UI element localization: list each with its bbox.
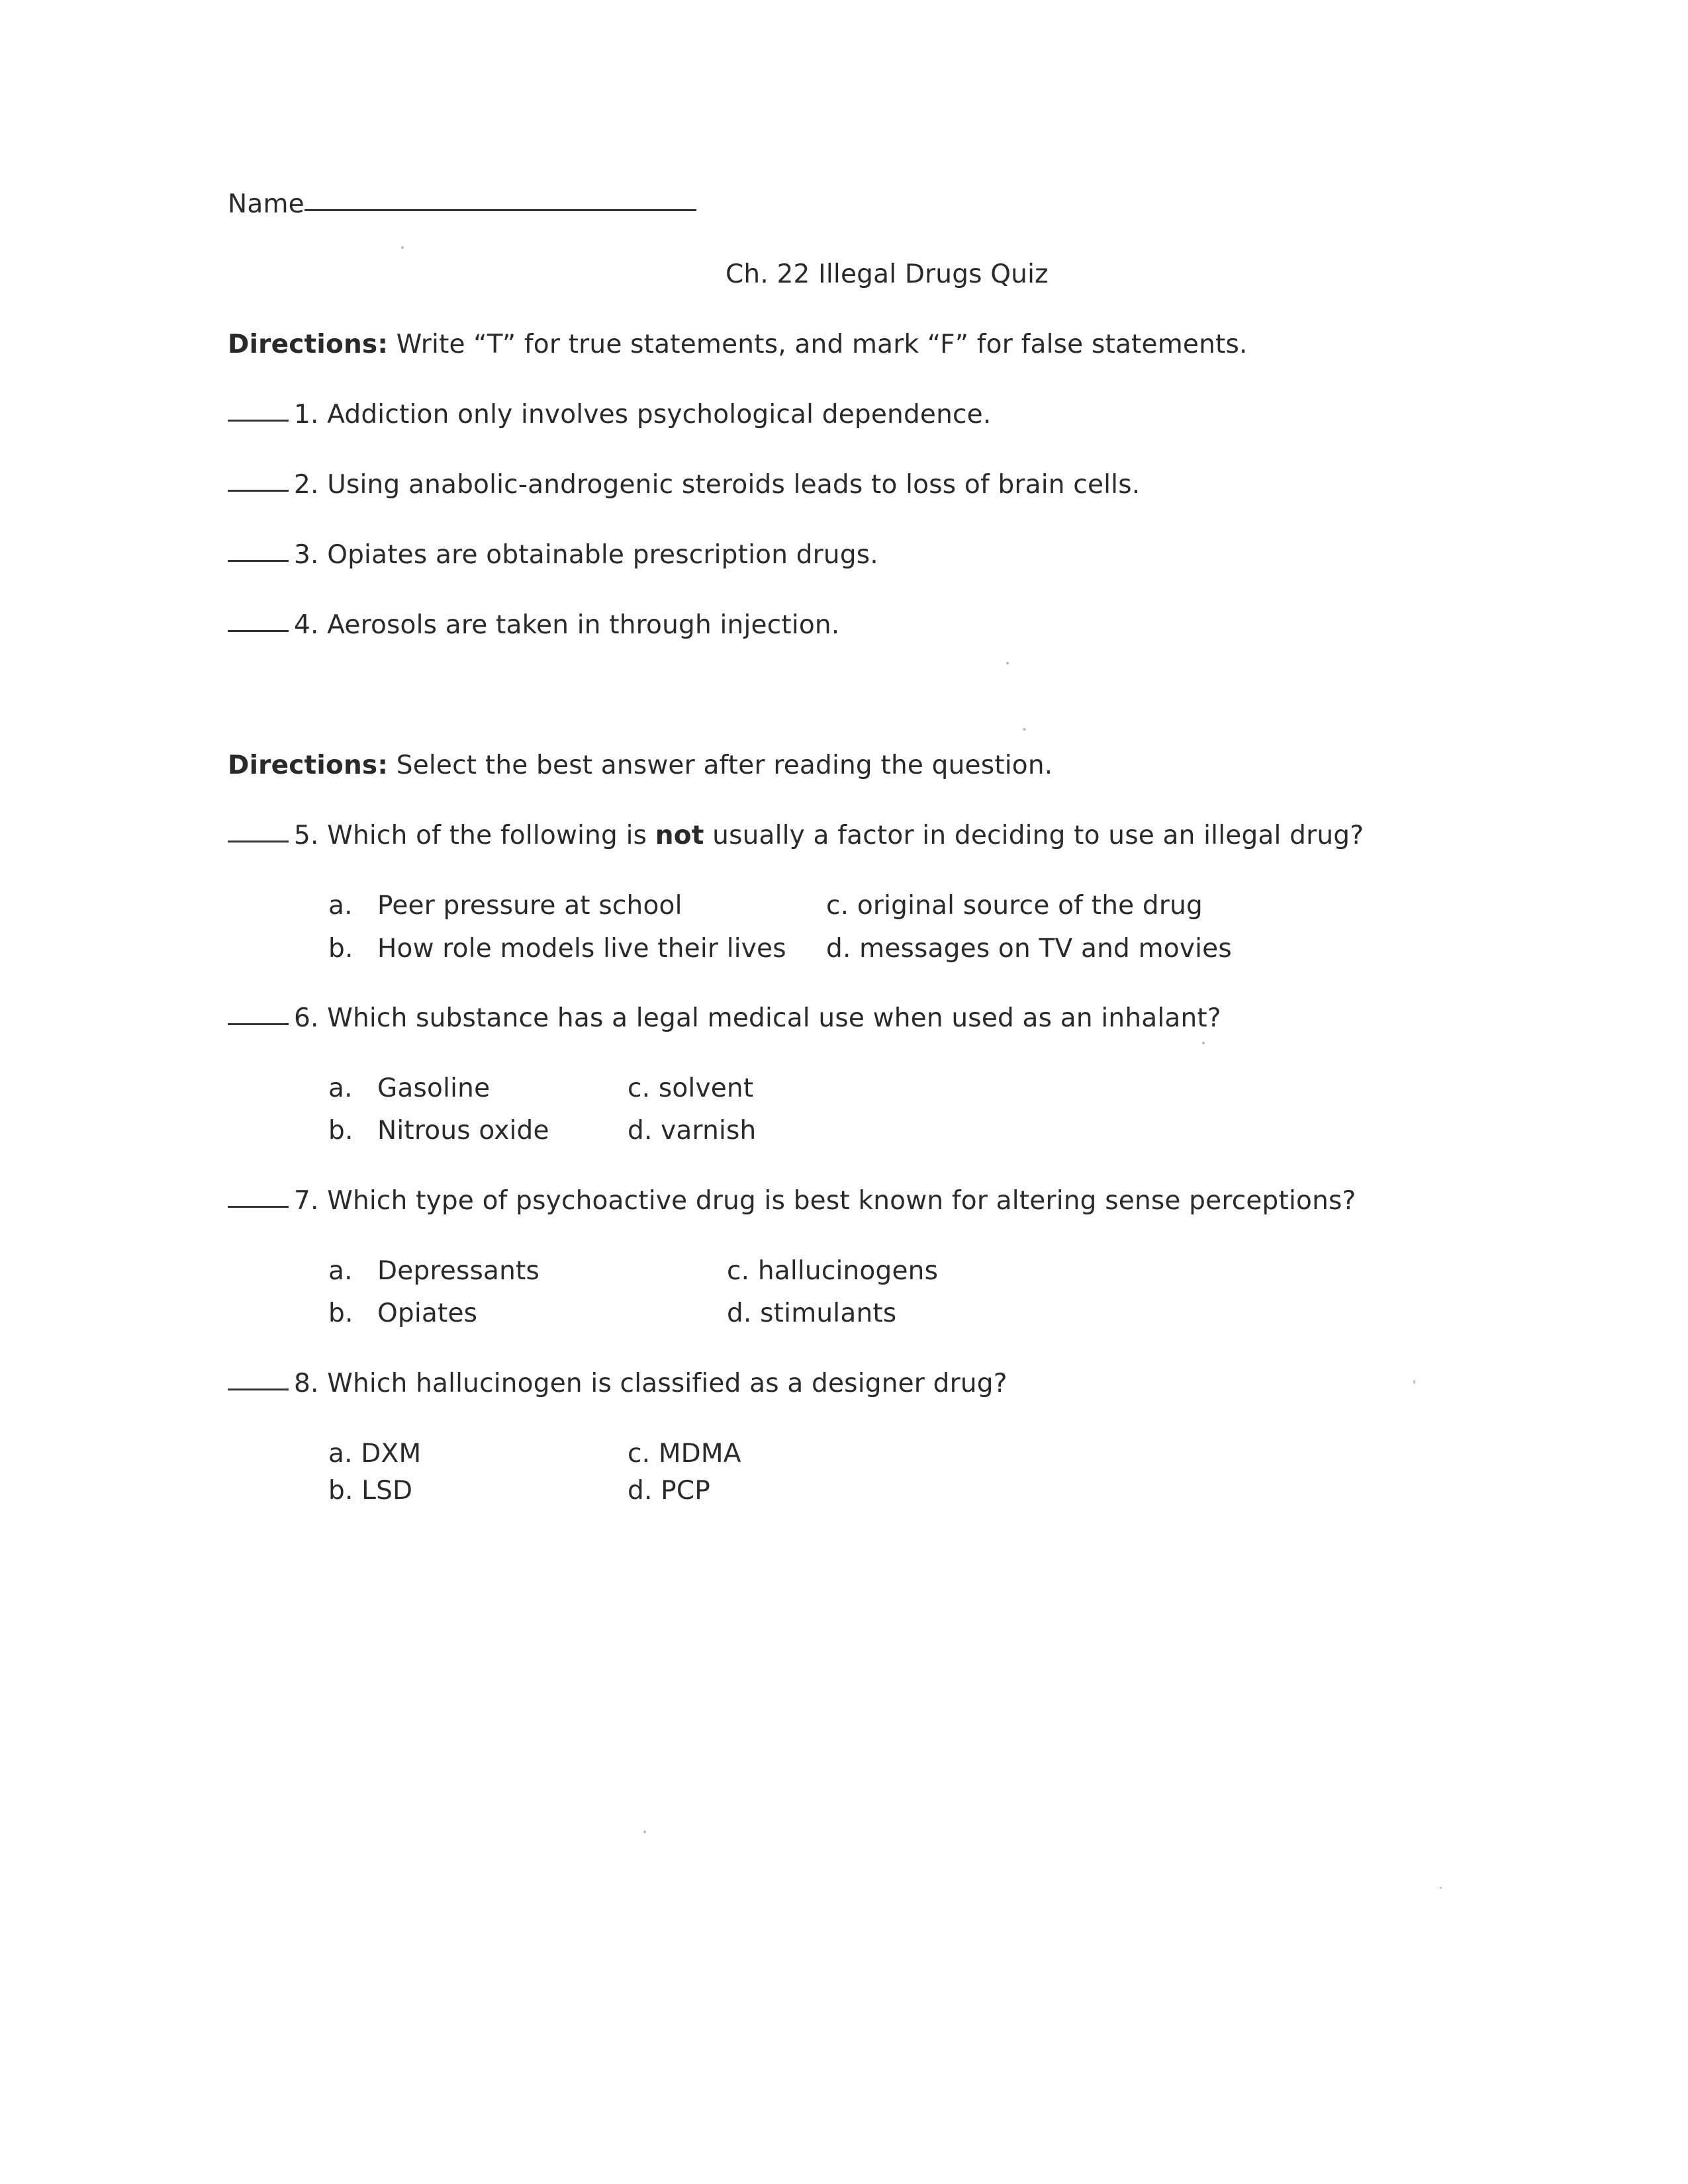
directions-2 — [228, 751, 1053, 780]
question-5-suffix: usually a factor in deciding to use an illegal drug? — [704, 821, 1364, 850]
option-b-letter: b. — [328, 1116, 353, 1146]
directions-1 — [228, 330, 1248, 359]
answer-blank[interactable] — [228, 1388, 289, 1390]
page-title: Ch. 22 Illegal Drugs Quiz — [726, 259, 1049, 289]
answer-blank[interactable] — [228, 489, 289, 492]
scan-speck — [1023, 728, 1026, 731]
option-a-letter: a. — [328, 891, 353, 921]
tf-item-text: 3. Opiates are obtainable prescription drugs. — [294, 540, 878, 570]
option-b: b. LSD — [328, 1476, 413, 1506]
option-a-letter: a. — [328, 1256, 353, 1286]
question-5-prefix: 5. Which of the following is — [294, 821, 655, 850]
scan-speck — [1202, 1042, 1205, 1044]
question-5 — [228, 821, 1364, 850]
tf-item-text: 2. Using anabolic-androgenic steroids leads to loss of brain cells. — [294, 470, 1141, 500]
option-b-letter: b. — [328, 1298, 353, 1328]
option-c: c. MDMA — [628, 1439, 741, 1469]
option-a: Peer pressure at school — [377, 891, 682, 921]
option-a: Gasoline — [377, 1073, 491, 1103]
directions-2-text: Select the best answer after reading the question. — [396, 751, 1053, 780]
directions-2-label: Directions: — [228, 751, 389, 780]
answer-blank[interactable] — [228, 629, 289, 632]
option-b: Opiates — [377, 1298, 478, 1328]
scan-speck — [1006, 662, 1009, 664]
question-8-text: 8. Which hallucinogen is classified as a designer drug? — [294, 1369, 1008, 1398]
answer-blank[interactable] — [228, 1023, 289, 1025]
name-field[interactable] — [228, 189, 696, 219]
scan-speck — [401, 246, 404, 249]
answer-blank[interactable] — [228, 419, 289, 422]
scan-speck — [643, 1831, 646, 1833]
question-7-text: 7. Which type of psychoactive drug is best known for altering sense perceptions? — [294, 1186, 1356, 1216]
tf-item-text: 1. Addiction only involves psychological dependence. — [294, 400, 992, 430]
scan-speck — [1440, 1887, 1442, 1889]
question-6-text: 6. Which substance has a legal medical use when used as an inhalant? — [294, 1003, 1221, 1033]
option-b-letter: b. — [328, 934, 353, 964]
option-d: d. stimulants — [727, 1298, 897, 1328]
name-blank[interactable] — [305, 208, 696, 211]
question-8 — [228, 1369, 1008, 1398]
option-b: How role models live their lives — [377, 934, 786, 964]
option-a: Depressants — [377, 1256, 540, 1286]
question-7 — [228, 1186, 1356, 1216]
answer-blank[interactable] — [228, 559, 289, 562]
tf-item — [228, 470, 1140, 500]
option-c: c. original source of the drug — [826, 891, 1203, 921]
answer-blank[interactable] — [228, 1205, 289, 1208]
option-d: d. varnish — [628, 1116, 757, 1146]
name-label: Name — [228, 189, 305, 219]
option-d: d. PCP — [628, 1476, 711, 1506]
option-a-letter: a. — [328, 1073, 353, 1103]
tf-item — [228, 400, 991, 430]
option-d: d. messages on TV and movies — [826, 934, 1232, 964]
option-c: c. solvent — [628, 1073, 754, 1103]
tf-item — [228, 540, 878, 570]
question-6 — [228, 1003, 1221, 1033]
option-a: a. DXM — [328, 1439, 422, 1469]
option-b: Nitrous oxide — [377, 1116, 549, 1146]
option-c: c. hallucinogens — [727, 1256, 939, 1286]
question-5-emphasis: not — [655, 821, 704, 850]
directions-1-text: Write “T” for true statements, and mark “F” for false statements. — [396, 330, 1248, 359]
directions-1-label: Directions: — [228, 330, 389, 359]
scan-speck — [1413, 1380, 1415, 1384]
tf-item — [228, 610, 839, 640]
tf-item-text: 4. Aerosols are taken in through injection. — [294, 610, 840, 640]
answer-blank[interactable] — [228, 840, 289, 842]
